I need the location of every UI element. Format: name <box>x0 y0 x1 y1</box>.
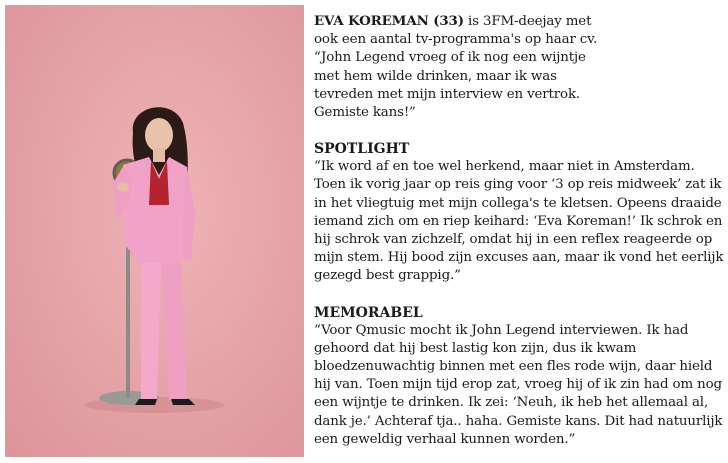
section-body-spotlight: “Ik word af en toe wel herkend, maar niet in Amsterdam. Toen ik vorig jaar op reis ging voor ‘3 op reis midweek’ zat ik in het vliegtuig met mijn collega's te kletsen. Opeens draaide iemand zich om en riep keihard: ‘Eva Koreman!’ Ik schrok en hij schrok van zichzelf, omdat hij in een reflex reageerde op mijn stem. Hij bood zijn excuses aan, maar ik vond het eerlijk gezegd best grappig.” <box>314 159 724 284</box>
section-body-memorabel: “Voor Qmusic mocht ik John Legend interviewen. Ik had gehoord dat hij best lastig kon zijn, dus ik kwam bloedzenuwachtig binnen met een fles rode wijn, daar hield hij van. Toen mijn tijd erop zat, vroeg hij of ik zin had om nog een wijntje te drinken. Ik zei: ‘Neuh, ik heb het allemaal al, dank je.’ Achteraf tja.. haha. Gemiste kans. Dit had natuurlijk een geweldig verhaal kunnen worden.” <box>314 322 723 447</box>
portrait-photo <box>5 5 304 457</box>
intro-paragraph <box>314 12 614 122</box>
section-heading-spotlight: SPOTLIGHT <box>314 141 410 158</box>
jacket <box>123 157 191 267</box>
portrait-illustration <box>5 5 304 457</box>
article-text <box>314 12 724 449</box>
intro-name: EVA KOREMAN (33) <box>314 13 464 29</box>
face <box>145 118 173 152</box>
intro-text: is 3FM-deejay met ook een aantal tv-programma's op haar cv. “John Legend vroeg of ik nog een wijntje met hem wilde drinken, maar ik was tevreden met mijn interview en vertrok. Gemiste kans!” <box>314 14 598 121</box>
section-heading-memorabel: MEMORABEL <box>314 304 423 321</box>
